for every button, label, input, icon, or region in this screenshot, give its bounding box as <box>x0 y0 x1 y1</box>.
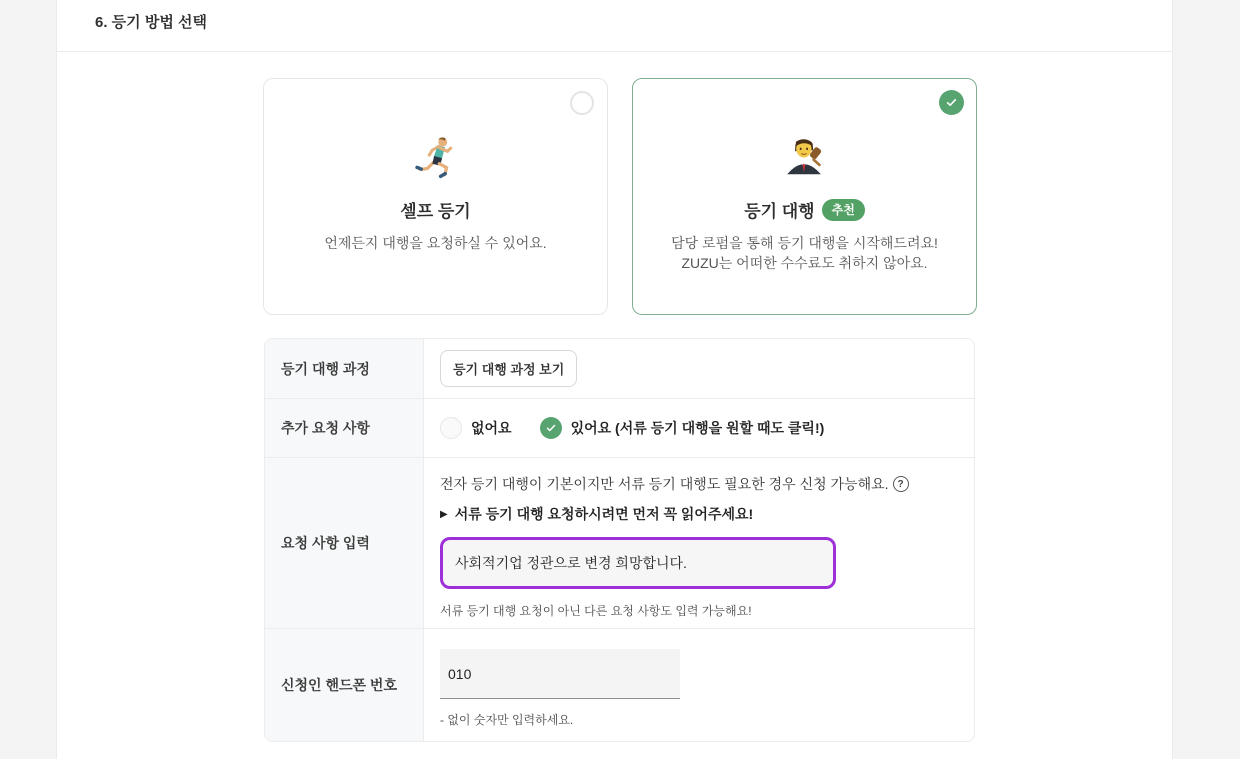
card-agent-title: 등기 대행 <box>744 202 815 221</box>
registration-agent-form <box>264 338 975 742</box>
request-text-input[interactable] <box>440 537 836 589</box>
radio-unselected-icon[interactable] <box>570 91 594 115</box>
request-input-note: 서류 등기 대행 요청이 아닌 다른 요청 사항도 입력 가능해요! <box>440 604 752 618</box>
option-no-label[interactable]: 없어요 <box>471 420 512 436</box>
read-first-toggle[interactable] <box>440 504 974 524</box>
row-request-input-label: 요청 사항 입력 <box>265 458 424 628</box>
recommended-badge: 추천 <box>822 199 865 221</box>
row-extra-request <box>265 399 974 458</box>
read-first-toggle-label: 서류 등기 대행 요청하시려면 먼저 꼭 읽어주세요! <box>454 506 754 522</box>
request-info-text: 전자 등기 대행이 기본이지만 서류 등기 대행도 필요한 경우 신청 가능해요. <box>440 476 889 492</box>
row-phone-number-label: 신청인 핸드폰 번호 <box>265 629 424 741</box>
card-self-title: 셀프 등기 <box>400 202 471 221</box>
radio-yes-checked-icon[interactable] <box>540 417 562 439</box>
row-agent-process <box>265 339 974 399</box>
section-title: 6. 등기 방법 선택 <box>57 0 1172 52</box>
registration-method-cards <box>263 78 977 315</box>
row-phone-number <box>265 629 974 741</box>
card-self-description: 언제든지 대행을 요청하실 수 있어요. <box>324 235 547 251</box>
phone-number-input[interactable] <box>440 649 680 699</box>
check-circle-icon[interactable] <box>939 90 964 115</box>
row-request-input <box>265 458 974 629</box>
judge-emoji-icon <box>633 131 976 183</box>
row-extra-request-label: 추가 요청 사항 <box>265 399 424 457</box>
help-icon[interactable]: ? <box>893 476 909 492</box>
card-agent-description: 담당 로펌을 통해 등기 대행을 시작해드려요! ZUZU는 어떠한 수수료도 취하지 않아요. <box>671 235 938 271</box>
row-agent-process-label: 등기 대행 과정 <box>265 339 424 398</box>
triangle-right-icon: ▶ <box>440 508 448 520</box>
runner-emoji-icon <box>264 131 607 183</box>
radio-no-icon[interactable] <box>440 417 462 439</box>
phone-input-note: - 없이 숫자만 입력하세요. <box>440 713 574 727</box>
view-process-button[interactable]: 등기 대행 과정 보기 <box>440 350 577 387</box>
main-panel <box>56 0 1173 759</box>
option-yes-label[interactable]: 있어요 (서류 등기 대행을 원할 때도 클릭!) <box>570 420 825 436</box>
card-agent-registration[interactable] <box>632 78 977 315</box>
card-self-registration[interactable] <box>263 78 608 315</box>
